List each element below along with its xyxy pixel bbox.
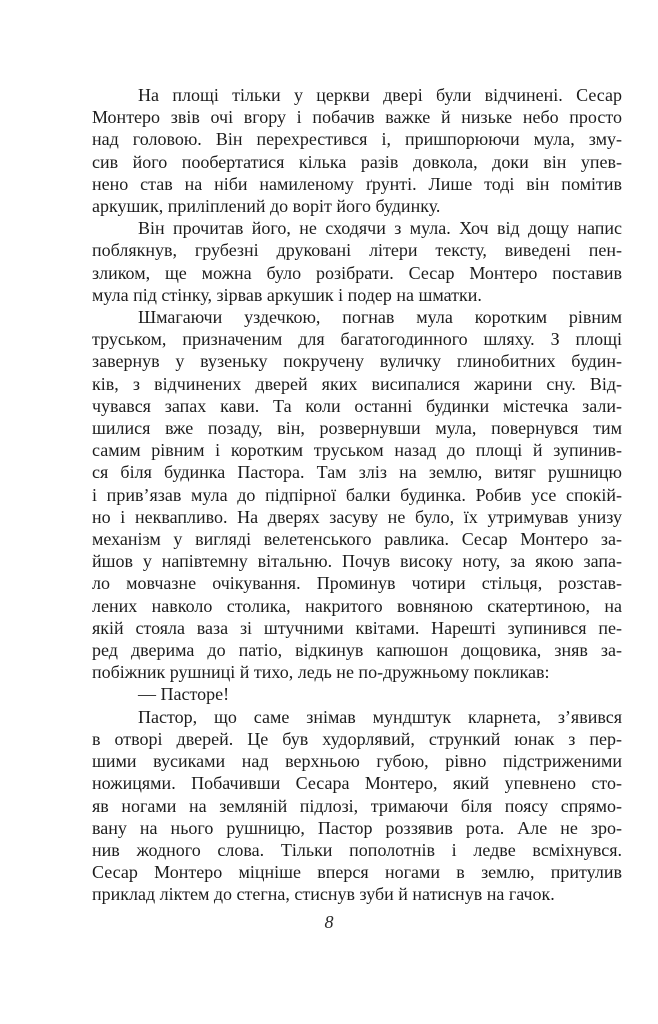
text-line: чувався запах кави. Та коли останні будинки містечка зали-	[92, 395, 622, 416]
text-line: шилися вже позаду, він, розвернувши мула, повернувся тим	[92, 418, 622, 439]
text-line: ся біля будинка Пастора. Там зліз на землю, витяг рушницю	[92, 462, 622, 483]
text-line: в отворі дверей. Це був худорлявий, стрункий юнак з пер-	[92, 728, 622, 749]
text-line: поблякнув, грубезні друковані літери тексту, виведені пен-	[92, 240, 622, 261]
text-line: і прив’язав мула до підпірної балки будинка. Робив усе спокій-	[92, 484, 622, 505]
text-line: якій стояла ваза зі штучними квітами. Нарешті зупинився пе-	[92, 617, 622, 638]
text-line: шими вусиками над верхньою губою, рівно підстриженими	[92, 751, 622, 772]
text-line: мула під стінку, зірвав аркушик і подер на шматки.	[92, 284, 482, 305]
text-line: труськом, призначеним для багатогодинного шляху. З площі	[92, 329, 622, 350]
text-line: сив його пообертатися кілька разів довкола, доки він упев-	[92, 151, 622, 172]
text-line: ло мовчазне очікування. Проминув чотири стільця, розстав-	[92, 573, 622, 594]
text-line: йшов у напівтемну вітальню. Почув високу ноту, за якою запа-	[92, 551, 622, 572]
text-line: вану на нього рушницю, Пастор роззявив рота. Але не зро-	[92, 817, 622, 838]
page-text	[92, 84, 622, 906]
text-line: — Пасторе!	[138, 684, 230, 705]
text-line: Монтеро звів очі вгору і побачив важке й низьке небо просто	[92, 107, 622, 128]
text-line: ножицями. Побачивши Сесара Монтеро, який упевнено сто-	[92, 773, 622, 794]
text-line: ків, з відчинених дверей яких висипалися жарини сну. Від-	[92, 373, 622, 394]
text-line: механізм у вигляді велетенського равлика. Сесар Монтеро за-	[92, 529, 622, 550]
page-number: 8	[324, 912, 334, 932]
text-line: Сесар Монтеро міцніше вперся ногами в землю, притулив	[92, 862, 622, 883]
text-line: ред дверима до патіо, відкинув капюшон дощовика, зняв за-	[92, 640, 622, 661]
text-line: самим рівним і коротким труськом назад до площі й зупинив-	[92, 440, 622, 461]
text-line: завернув у вузеньку покручену вуличку глинобитних будин-	[92, 351, 622, 372]
text-line: зликом, ще можна було розібрати. Сесар Монтеро поставив	[92, 262, 622, 283]
text-line: нено став на ніби намиленому ґрунті. Лише тоді він помітив	[92, 173, 622, 194]
text-line: Пастор, що саме знімав мундштук кларнета, з’явився	[138, 706, 622, 727]
text-line: Шмагаючи уздечкою, погнав мула коротким рівним	[138, 307, 622, 328]
text-line: побіжник рушниці й тихо, ледь не по-дружньому покликав:	[92, 662, 550, 683]
text-line: яв ногами на земляній підлозі, тримаючи біля поясу спрямо-	[92, 795, 622, 816]
text-line: Він прочитав його, не сходячи з мула. Хоч від дощу напис	[138, 218, 622, 239]
text-line: над головою. Він перехрестився і, пришпорюючи мула, зму-	[92, 129, 622, 150]
text-line: приклад ліктем до стегна, стиснув зуби й натиснув на гачок.	[92, 884, 555, 905]
text-line: аркушик, приліплений до воріт його будинку.	[92, 196, 441, 217]
text-line: На площі тільки у церкви двері були відчинені. Сесар	[138, 85, 622, 105]
text-line: но і неквапливо. На дверях засуву не було, їх утримував унизу	[92, 506, 622, 527]
text-line: лених навколо столика, накритого вовняною скатертиною, на	[92, 595, 622, 616]
text-line: нив жодного слова. Тільки пополотнів і ледве всміхнувся.	[92, 839, 622, 860]
